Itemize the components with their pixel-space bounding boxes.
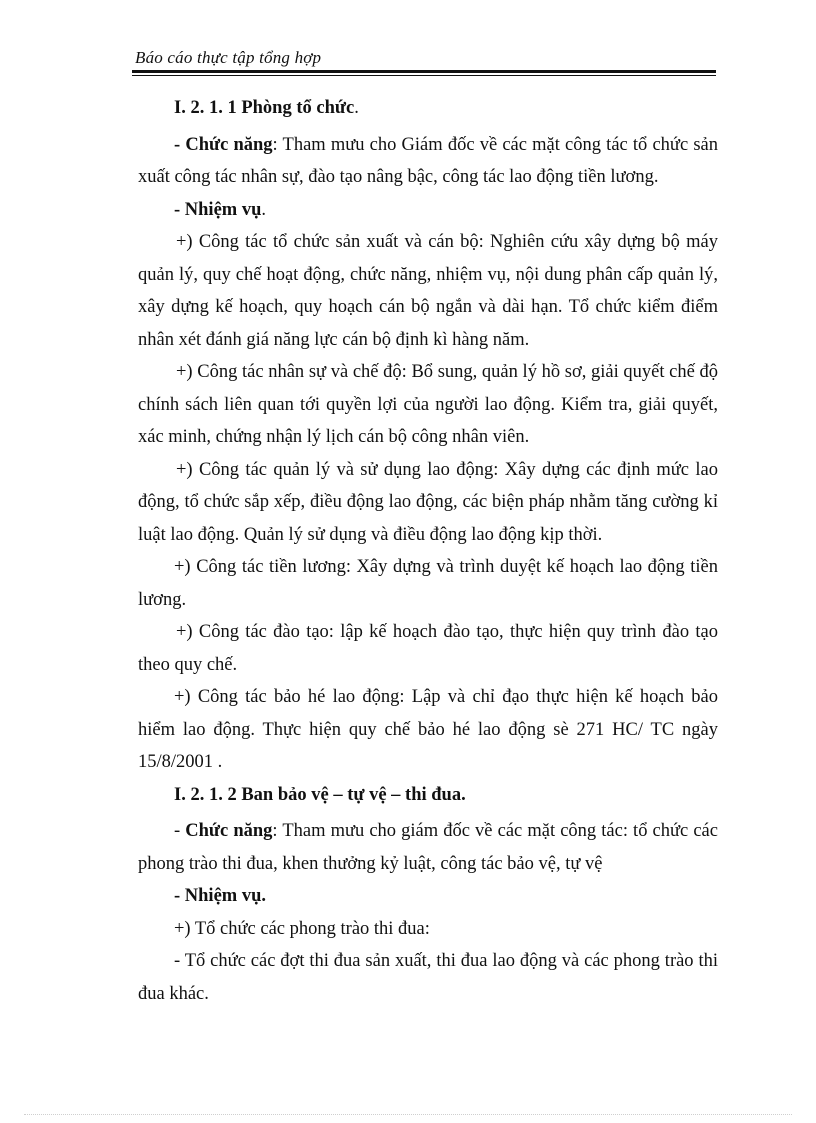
duty-item: +) Tổ chức các phong trào thi đua: [174,918,430,939]
duty-label: - Nhiệm vụ. [174,886,266,906]
section-heading: I. 2. 1. 2 Ban bảo vệ – tự vệ – thi đua. [174,784,466,805]
duty-suffix: . [261,199,266,220]
duty-item: +) Công tác đào tạo: lập kế hoạch đào tạo, thực hiện quy trình đào tạo theo quy chế. [138,622,718,675]
section-heading [138,92,718,125]
function-label: Chức năng [185,821,273,841]
function-text: : Tham mưu cho giám đốc về các mặt công tác: tổ chức các phong trào thi đua, khen thưởng kỷ luật, công tác bảo vệ, tự vệ [138,821,718,874]
duty-item: +) Công tác bảo hé lao động: Lập và chỉ đạo thực hiện kế hoạch bảo hiểm lao động. Thực hiện quy chế bảo hé lao động sè 271 HC/ TC ngày 15/8/2001 . [138,687,718,772]
document-header-title: Báo cáo thực tập tổng hợp [135,48,322,67]
duty-item: - Tổ chức các đợt thi đua sản xuất, thi đua lao động và các phong trào thi đua khác. [138,951,718,1004]
duty-item: +) Công tác tiền lương: Xây dựng và trình duyệt kế hoạch lao động tiền lương. [138,557,718,610]
document-body [138,92,718,1010]
function-paragraph [138,129,718,194]
header-rule-thick [132,70,716,73]
header-rule-thin [132,75,716,76]
section-heading-suffix: . [354,98,359,118]
duty-item: +) Công tác quản lý và sử dụng lao động: Xây dựng các định mức lao động, tổ chức sắp xếp, điều động lao động, các biện pháp nhằm tăng cường kỉ luật lao động. Quản lý sử dụng và điều động lao động kịp thời. [138,459,718,545]
duty-item: +) Công tác tổ chức sản xuất và cán bộ: Nghiên cứu xây dựng bộ máy quản lý, quy chế hoạt động, chức năng, nhiệm vụ, nội dung phân cấp quản lý, xây dựng kế hoạch, quy hoạch cán bộ ngắn và dài hạn. Tổ chức kiểm điểm nhân xét đánh giá năng lực cán bộ định kì hàng năm. [138,232,718,350]
function-label: - Chức năng [174,134,273,155]
function-text: : Tham mưu cho Giám đốc về các mặt công tác tổ chức sản xuất công tác nhân sự, đào tạo nâng bậc, công tác lao động tiền lương. [138,134,718,187]
duty-item: +) Công tác nhân sự và chế độ: Bổ sung, quản lý hồ sơ, giải quyết chế độ chính sách liên quan tới quyền lợi của người lao động. Kiểm tra, giải quyết, xác minh, chứng nhận lý lịch cán bộ công nhân viên. [138,362,718,447]
page-bottom-border [24,1114,792,1115]
duty-label: - Nhiệm vụ [174,199,262,220]
section-heading-text: I. 2. 1. 1 Phòng tổ chức [174,98,355,118]
duty-paragraph [138,194,718,227]
function-prefix: - [174,821,186,841]
function-paragraph [138,815,718,880]
